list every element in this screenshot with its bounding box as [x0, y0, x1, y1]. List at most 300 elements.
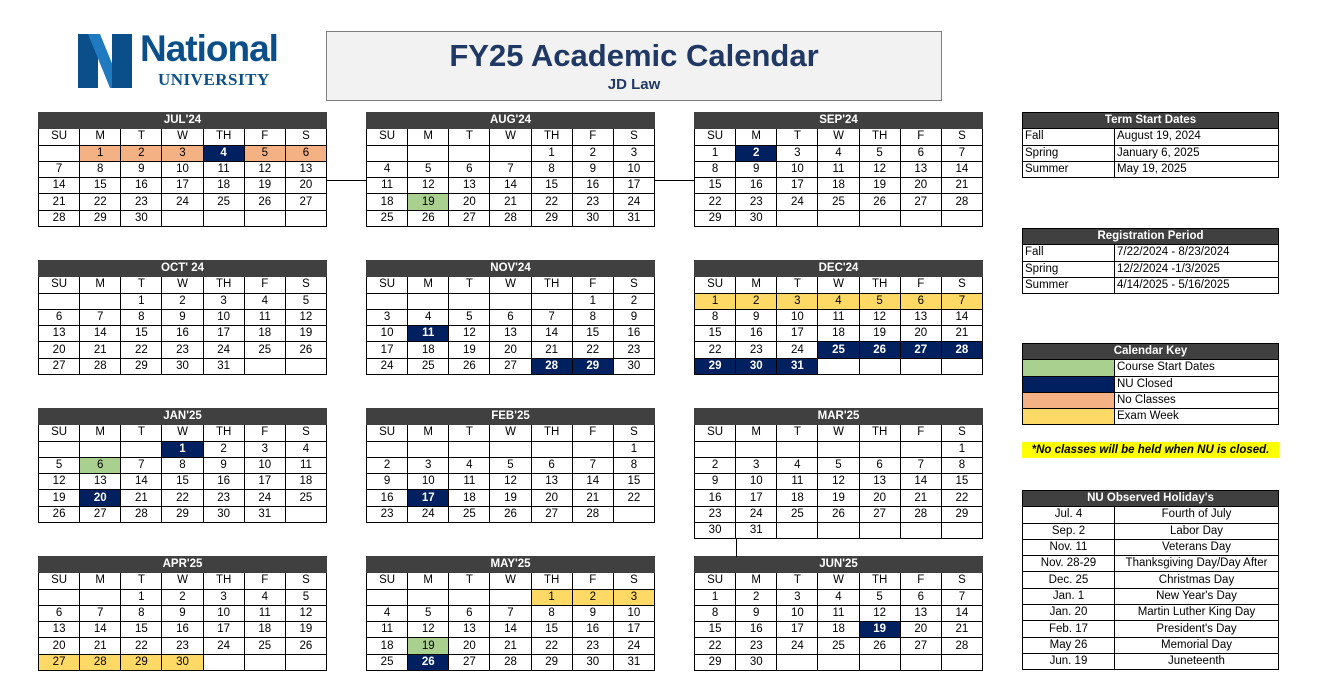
- day-cell: 15: [531, 622, 572, 638]
- registration-table: [1022, 228, 1279, 294]
- day-cell: 4: [777, 457, 818, 473]
- day-cell: 2: [203, 441, 244, 457]
- day-cell: 9: [162, 605, 203, 621]
- day-cell: 2: [736, 145, 777, 161]
- day-header: M: [80, 129, 121, 145]
- day-cell: 6: [531, 457, 572, 473]
- page-subtitle: JD Law: [607, 76, 661, 93]
- day-cell: 7: [941, 293, 982, 309]
- day-header: F: [244, 129, 285, 145]
- day-cell: 9: [203, 457, 244, 473]
- day-cell: 1: [572, 293, 613, 309]
- day-cell: 15: [162, 474, 203, 490]
- day-cell: 22: [695, 194, 736, 210]
- holidays-title: NU Observed Holiday's: [1023, 491, 1279, 507]
- term_start-cell: January 6, 2025: [1115, 145, 1279, 161]
- day-header: S: [941, 573, 982, 589]
- day-cell: [941, 210, 982, 226]
- day-cell: [531, 441, 572, 457]
- day-cell: 14: [941, 605, 982, 621]
- day-header: SU: [39, 573, 80, 589]
- day-cell: 21: [941, 326, 982, 342]
- day-header: SU: [39, 277, 80, 293]
- day-cell: 17: [367, 342, 408, 358]
- day-cell: 24: [613, 638, 654, 654]
- day-cell: 20: [80, 490, 121, 506]
- holidays-cell: Feb. 17: [1023, 621, 1115, 637]
- holidays-cell: Nov. 11: [1023, 539, 1115, 555]
- day-cell: [449, 441, 490, 457]
- day-cell: 24: [777, 194, 818, 210]
- day-cell: 27: [531, 506, 572, 522]
- day-cell: 3: [777, 589, 818, 605]
- day-cell: 31: [203, 358, 244, 374]
- day-cell: 5: [859, 145, 900, 161]
- day-cell: 21: [490, 638, 531, 654]
- day-header: M: [736, 277, 777, 293]
- day-cell: 10: [777, 605, 818, 621]
- day-cell: 24: [203, 342, 244, 358]
- day-cell: 13: [39, 622, 80, 638]
- day-cell: 30: [121, 210, 162, 226]
- day-cell: 22: [531, 638, 572, 654]
- day-cell: 18: [818, 622, 859, 638]
- day-cell: [859, 210, 900, 226]
- day-cell: [900, 358, 941, 374]
- day-cell: 4: [367, 161, 408, 177]
- day-cell: 19: [408, 194, 449, 210]
- day-cell: 17: [203, 326, 244, 342]
- month-title: JUN'25: [695, 557, 983, 573]
- day-cell: 18: [818, 326, 859, 342]
- day-cell: 20: [490, 342, 531, 358]
- day-cell: 18: [777, 490, 818, 506]
- day-header: S: [285, 277, 326, 293]
- day-cell: 31: [613, 210, 654, 226]
- day-header: S: [941, 129, 982, 145]
- day-cell: 4: [818, 145, 859, 161]
- day-cell: 31: [777, 358, 818, 374]
- month-title: JUL'24: [39, 113, 327, 129]
- day-cell: 20: [39, 342, 80, 358]
- day-cell: 3: [244, 441, 285, 457]
- day-cell: 20: [449, 638, 490, 654]
- day-cell: [490, 589, 531, 605]
- day-cell: 7: [531, 309, 572, 325]
- day-cell: 17: [408, 490, 449, 506]
- day-cell: 14: [80, 326, 121, 342]
- day-cell: 29: [695, 358, 736, 374]
- day-cell: 1: [613, 441, 654, 457]
- day-header: M: [80, 573, 121, 589]
- day-cell: 16: [162, 326, 203, 342]
- day-cell: 9: [367, 474, 408, 490]
- day-cell: [367, 145, 408, 161]
- key-swatch: [1023, 392, 1115, 408]
- day-cell: 5: [449, 309, 490, 325]
- day-cell: 4: [408, 309, 449, 325]
- day-cell: 28: [490, 654, 531, 670]
- day-cell: 21: [80, 638, 121, 654]
- day-cell: 7: [80, 309, 121, 325]
- day-cell: 29: [572, 358, 613, 374]
- day-cell: [900, 523, 941, 539]
- day-cell: 3: [203, 589, 244, 605]
- day-cell: 21: [941, 178, 982, 194]
- day-cell: [367, 441, 408, 457]
- day-cell: 19: [859, 326, 900, 342]
- day-cell: [941, 523, 982, 539]
- day-cell: 12: [408, 622, 449, 638]
- day-cell: 12: [244, 161, 285, 177]
- day-cell: 15: [80, 178, 121, 194]
- month-title: OCT' 24: [39, 261, 327, 277]
- day-cell: 4: [203, 145, 244, 161]
- day-header: M: [408, 129, 449, 145]
- day-header: TH: [859, 277, 900, 293]
- month-calendar: [366, 408, 655, 523]
- day-header: M: [736, 425, 777, 441]
- day-cell: 1: [695, 589, 736, 605]
- day-header: T: [121, 425, 162, 441]
- day-header: SU: [695, 425, 736, 441]
- day-cell: 27: [490, 358, 531, 374]
- day-cell: 28: [941, 342, 982, 358]
- day-cell: 30: [162, 654, 203, 670]
- day-cell: 21: [80, 342, 121, 358]
- day-cell: 7: [121, 457, 162, 473]
- day-cell: [80, 293, 121, 309]
- day-cell: 13: [859, 474, 900, 490]
- day-cell: 6: [490, 309, 531, 325]
- day-cell: 12: [449, 326, 490, 342]
- day-cell: [490, 145, 531, 161]
- day-cell: 20: [900, 326, 941, 342]
- day-cell: 25: [285, 490, 326, 506]
- day-cell: 13: [285, 161, 326, 177]
- day-cell: 5: [285, 589, 326, 605]
- holidays-cell: Jan. 20: [1023, 605, 1115, 621]
- holidays-cell: Jan. 1: [1023, 588, 1115, 604]
- day-cell: 27: [900, 194, 941, 210]
- day-cell: [367, 293, 408, 309]
- day-cell: [818, 523, 859, 539]
- day-cell: 1: [162, 441, 203, 457]
- day-cell: 30: [736, 210, 777, 226]
- day-cell: [777, 523, 818, 539]
- day-cell: 23: [121, 194, 162, 210]
- day-cell: 15: [695, 622, 736, 638]
- day-header: SU: [39, 425, 80, 441]
- day-cell: 29: [695, 210, 736, 226]
- key-swatch: [1023, 376, 1115, 392]
- day-cell: 2: [613, 293, 654, 309]
- day-header: W: [162, 573, 203, 589]
- day-cell: 29: [941, 506, 982, 522]
- day-header: SU: [695, 277, 736, 293]
- day-cell: 21: [941, 622, 982, 638]
- day-cell: 29: [695, 654, 736, 670]
- day-cell: 28: [80, 358, 121, 374]
- day-cell: 31: [244, 506, 285, 522]
- day-cell: 23: [162, 638, 203, 654]
- day-cell: 1: [695, 293, 736, 309]
- day-cell: 18: [367, 194, 408, 210]
- day-cell: [80, 589, 121, 605]
- day-cell: 23: [736, 194, 777, 210]
- day-header: SU: [367, 129, 408, 145]
- holidays-cell: Nov. 28-29: [1023, 556, 1115, 572]
- day-header: SU: [39, 129, 80, 145]
- day-cell: 28: [39, 210, 80, 226]
- day-cell: 16: [613, 326, 654, 342]
- day-cell: 19: [490, 490, 531, 506]
- day-cell: 17: [777, 326, 818, 342]
- day-header: F: [572, 425, 613, 441]
- day-cell: 12: [859, 161, 900, 177]
- day-cell: [80, 441, 121, 457]
- day-cell: 9: [572, 605, 613, 621]
- day-cell: [203, 210, 244, 226]
- day-cell: 2: [695, 457, 736, 473]
- title-box: [326, 31, 942, 101]
- day-cell: [736, 441, 777, 457]
- holidays-cell: Jul. 4: [1023, 507, 1115, 523]
- day-cell: 22: [613, 490, 654, 506]
- month-calendar: [38, 260, 327, 375]
- day-cell: 1: [941, 441, 982, 457]
- day-cell: 14: [121, 474, 162, 490]
- day-cell: 26: [859, 342, 900, 358]
- day-cell: 4: [449, 457, 490, 473]
- day-header: M: [736, 573, 777, 589]
- day-cell: 24: [244, 490, 285, 506]
- registration-cell: Fall: [1023, 245, 1115, 261]
- day-cell: 11: [777, 474, 818, 490]
- day-cell: 2: [162, 589, 203, 605]
- day-cell: 28: [531, 358, 572, 374]
- day-cell: 3: [613, 145, 654, 161]
- day-cell: 10: [777, 161, 818, 177]
- day-cell: 5: [490, 457, 531, 473]
- day-header: S: [613, 425, 654, 441]
- day-cell: 3: [613, 589, 654, 605]
- day-cell: 26: [244, 194, 285, 210]
- day-cell: 20: [900, 622, 941, 638]
- day-cell: 15: [121, 622, 162, 638]
- day-cell: [244, 654, 285, 670]
- day-cell: 20: [531, 490, 572, 506]
- day-header: TH: [531, 425, 572, 441]
- day-cell: [285, 654, 326, 670]
- day-cell: 27: [900, 638, 941, 654]
- day-cell: 21: [572, 490, 613, 506]
- day-cell: 12: [859, 309, 900, 325]
- day-cell: 24: [367, 358, 408, 374]
- day-cell: 9: [736, 309, 777, 325]
- day-cell: 26: [818, 506, 859, 522]
- day-header: S: [941, 277, 982, 293]
- month-calendar: [38, 556, 327, 671]
- day-cell: 26: [408, 654, 449, 670]
- day-cell: 19: [818, 490, 859, 506]
- day-cell: 23: [367, 506, 408, 522]
- day-cell: 4: [367, 605, 408, 621]
- day-cell: 8: [941, 457, 982, 473]
- day-cell: 11: [285, 457, 326, 473]
- day-cell: 15: [695, 178, 736, 194]
- day-header: S: [285, 425, 326, 441]
- day-cell: 21: [121, 490, 162, 506]
- day-cell: 7: [490, 605, 531, 621]
- day-cell: 23: [572, 638, 613, 654]
- day-cell: 19: [244, 178, 285, 194]
- day-cell: 26: [490, 506, 531, 522]
- registration-title: Registration Period: [1023, 229, 1279, 245]
- day-cell: 7: [490, 161, 531, 177]
- day-cell: 13: [900, 161, 941, 177]
- day-cell: [777, 210, 818, 226]
- day-cell: 8: [121, 309, 162, 325]
- day-cell: 28: [572, 506, 613, 522]
- day-cell: 26: [408, 210, 449, 226]
- day-header: T: [449, 425, 490, 441]
- day-cell: 17: [736, 490, 777, 506]
- day-header: S: [285, 573, 326, 589]
- holidays-cell: Martin Luther King Day: [1115, 605, 1279, 621]
- day-cell: 29: [531, 654, 572, 670]
- day-cell: 9: [695, 474, 736, 490]
- day-cell: 9: [121, 161, 162, 177]
- day-cell: [777, 441, 818, 457]
- day-cell: 14: [941, 309, 982, 325]
- day-cell: 25: [777, 506, 818, 522]
- day-cell: [490, 293, 531, 309]
- day-cell: 10: [613, 161, 654, 177]
- day-cell: 4: [244, 293, 285, 309]
- day-header: TH: [859, 129, 900, 145]
- day-cell: 22: [80, 194, 121, 210]
- day-cell: 7: [39, 161, 80, 177]
- day-cell: [941, 358, 982, 374]
- day-cell: 4: [244, 589, 285, 605]
- day-cell: [408, 589, 449, 605]
- day-cell: 10: [408, 474, 449, 490]
- day-cell: 4: [818, 589, 859, 605]
- day-cell: 25: [818, 638, 859, 654]
- day-cell: 21: [531, 342, 572, 358]
- day-cell: 8: [695, 161, 736, 177]
- day-header: SU: [695, 129, 736, 145]
- day-cell: 12: [285, 309, 326, 325]
- day-cell: 10: [203, 605, 244, 621]
- month-calendar: [366, 260, 655, 375]
- day-cell: 30: [613, 358, 654, 374]
- day-cell: 6: [39, 309, 80, 325]
- month-title: FEB'25: [367, 409, 655, 425]
- holidays-cell: President's Day: [1115, 621, 1279, 637]
- day-cell: [162, 210, 203, 226]
- day-cell: 13: [449, 178, 490, 194]
- day-cell: 1: [531, 145, 572, 161]
- day-header: W: [162, 277, 203, 293]
- day-cell: 11: [203, 161, 244, 177]
- day-cell: 5: [408, 161, 449, 177]
- day-cell: 22: [941, 490, 982, 506]
- day-cell: [39, 293, 80, 309]
- day-cell: 19: [285, 622, 326, 638]
- day-header: W: [490, 277, 531, 293]
- day-header: M: [736, 129, 777, 145]
- day-cell: 29: [121, 358, 162, 374]
- day-cell: 12: [818, 474, 859, 490]
- day-cell: 8: [162, 457, 203, 473]
- day-cell: 16: [736, 326, 777, 342]
- day-cell: 1: [121, 589, 162, 605]
- day-cell: 2: [121, 145, 162, 161]
- divider-line: [326, 180, 366, 181]
- day-header: M: [408, 277, 449, 293]
- day-cell: [859, 523, 900, 539]
- month-calendar: [38, 408, 327, 523]
- day-cell: 25: [408, 358, 449, 374]
- day-cell: 15: [695, 326, 736, 342]
- day-cell: 11: [367, 622, 408, 638]
- logo-n-icon: [76, 30, 134, 90]
- day-cell: 22: [695, 638, 736, 654]
- day-cell: 18: [244, 622, 285, 638]
- day-cell: 5: [39, 457, 80, 473]
- day-cell: 5: [285, 293, 326, 309]
- day-cell: 2: [736, 293, 777, 309]
- term_start-cell: Spring: [1023, 145, 1115, 161]
- day-cell: 13: [449, 622, 490, 638]
- day-header: SU: [367, 573, 408, 589]
- month-title: NOV'24: [367, 261, 655, 277]
- day-cell: 13: [900, 309, 941, 325]
- day-cell: 12: [859, 605, 900, 621]
- day-header: T: [121, 129, 162, 145]
- day-cell: 19: [39, 490, 80, 506]
- day-cell: 15: [613, 474, 654, 490]
- day-cell: 25: [244, 638, 285, 654]
- month-title: APR'25: [39, 557, 327, 573]
- day-header: F: [572, 129, 613, 145]
- day-cell: 9: [736, 161, 777, 177]
- day-cell: 22: [531, 194, 572, 210]
- day-cell: 27: [80, 506, 121, 522]
- logo-subtext: UNIVERSITY: [158, 70, 270, 89]
- registration-cell: 4/14/2025 - 5/16/2025: [1115, 277, 1279, 293]
- holidays-cell: May 26: [1023, 637, 1115, 653]
- day-cell: 11: [818, 605, 859, 621]
- day-cell: 26: [39, 506, 80, 522]
- day-cell: [900, 441, 941, 457]
- month-calendar: [694, 112, 983, 227]
- day-cell: 11: [244, 605, 285, 621]
- day-cell: 12: [408, 178, 449, 194]
- key-label: No Classes: [1115, 392, 1279, 408]
- day-cell: [818, 358, 859, 374]
- registration-cell: 7/22/2024 - 8/23/2024: [1115, 245, 1279, 261]
- day-header: T: [777, 573, 818, 589]
- national-university-logo: [76, 28, 276, 92]
- term_start-cell: August 19, 2024: [1115, 129, 1279, 145]
- divider-line: [654, 180, 695, 181]
- day-header: T: [449, 129, 490, 145]
- day-cell: 6: [285, 145, 326, 161]
- registration-cell: Summer: [1023, 277, 1115, 293]
